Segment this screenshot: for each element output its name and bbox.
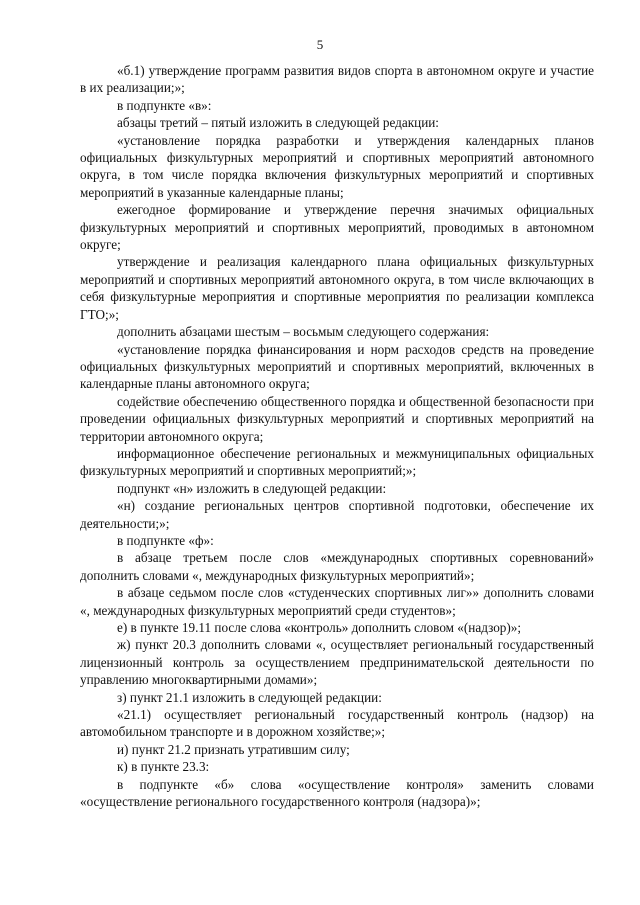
paragraph: к) в пункте 23.3: <box>117 759 210 775</box>
paragraph: ежегодное формирование и утверждение перечня значимых официальных физкультурных мероприятий и спортивных мероприятий, проводимых в автономном округе; <box>80 202 594 253</box>
paragraph: в абзаце седьмом после слов «студенческих спортивных лиг»» дополнить словами «, международных физкультурных мероприятий среди студентов»; <box>80 585 594 618</box>
paragraph: «установление порядка разработки и утверждения календарных планов официальных физкультурных мероприятий и спортивных мероприятий автономного округа, в том числе порядка включения физкультурных мероприятий и спортивных мероприятий в указанные календарные планы; <box>80 132 594 200</box>
paragraph: в абзаце третьем после слов «международных спортивных соревнований» дополнить словами «, международных физкультурных мероприятий»; <box>80 550 594 583</box>
paragraph: подпункт «н» изложить в следующей редакции: <box>117 480 387 496</box>
paragraph: информационное обеспечение региональных и межмуниципальных официальных физкультурных мероприятий и спортивных мероприятий;»; <box>80 445 594 479</box>
paragraph: ж) пункт 20.3 дополнить словами «, осуществляет региональный государственный лицензионный контроль за осуществлением предпринимательской деятельности по управлению многоквартирными домами»; <box>80 637 594 688</box>
paragraph: содействие обеспечению общественного порядка и общественной безопасности при проведении официальных физкультурных мероприятий и спортивных мероприятий на территории автономного округа; <box>80 393 594 444</box>
paragraph: «установление порядка финансирования и норм расходов средств на проведение официальных физкультурных мероприятий и спортивных мероприятий, включенных в календарные планы автономного округа; <box>80 341 594 392</box>
page-number: 5 <box>316 37 324 52</box>
paragraph: утверждение и реализация календарного плана официальных физкультурных мероприятий и спортивных мероприятий автономного округа, в том числе включающих в себя физкультурные мероприятия и спортивные мероприятия по реализации комплекса ГТО;»; <box>80 254 594 322</box>
paragraph: в подпункте «ф»: <box>117 532 214 548</box>
paragraph: дополнить абзацами шестым – восьмым следующего содержания: <box>117 324 490 340</box>
paragraph: з) пункт 21.1 изложить в следующей редакции: <box>117 689 382 705</box>
paragraph: «21.1) осуществляет региональный государственный контроль (надзор) на автомобильном транспорте и в дорожном хозяйстве;»; <box>80 707 594 740</box>
paragraph: в подпункте «в»: <box>117 97 212 113</box>
paragraph: абзацы третий – пятый изложить в следующей редакции: <box>117 115 439 131</box>
paragraph: и) пункт 21.2 признать утратившим силу; <box>117 741 350 757</box>
paragraph: е) в пункте 19.11 после слова «контроль» дополнить словом «(надзор)»; <box>117 620 522 635</box>
paragraph: в подпункте «б» слова «осуществление контроля» заменить словами «осуществление регионального государственного контроля (надзора)»; <box>80 776 594 810</box>
document-body <box>80 62 594 810</box>
paragraph: «н) создание региональных центров спортивной подготовки, обеспечение их деятельности;»; <box>80 498 594 531</box>
paragraph: «б.1) утверждение программ развития видов спорта в автономном округе и участие в их реализации;»; <box>80 63 594 96</box>
